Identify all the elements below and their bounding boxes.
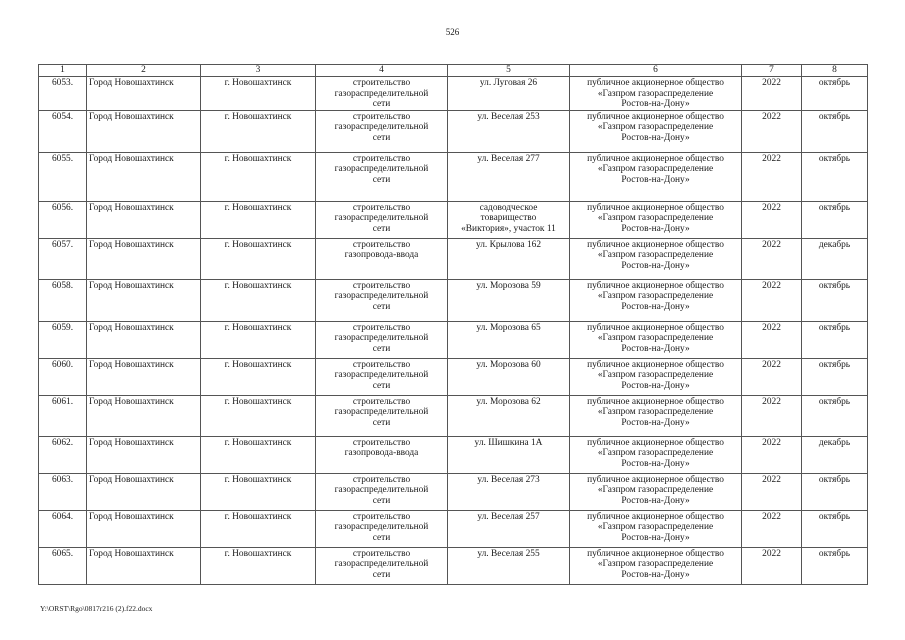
cell-work-type: [316, 395, 448, 436]
cell-address-line: ул. Луговая 26: [479, 78, 538, 88]
cell-month: октябрь: [802, 201, 868, 238]
cell-address: [448, 77, 570, 111]
cell-year: 2022: [742, 510, 802, 547]
cell-settlement: г. Новошахтинск: [201, 152, 316, 201]
cell-organization-line: публичное акционерное общество: [587, 111, 724, 122]
cell-work-type-line: строительство: [352, 153, 411, 164]
cell-municipality: Город Новошахтинск: [87, 473, 201, 510]
cell-organization-line: Ростов-на-Дону»: [621, 132, 690, 143]
cell-settlement: г. Новошахтинск: [201, 77, 316, 111]
cell-municipality: Город Новошахтинск: [87, 201, 201, 238]
cell-settlement: г. Новошахтинск: [201, 510, 316, 547]
cell-address-line: ул. Веселая 273: [477, 474, 540, 485]
cell-work-type-line: газораспределительной: [334, 333, 429, 344]
cell-address: [448, 152, 570, 201]
cell-year: 2022: [742, 238, 802, 279]
cell-work-type-line: сети: [372, 417, 391, 428]
cell-organization-line: Ростов-на-Дону»: [621, 174, 690, 185]
cell-organization-line: Ростов-на-Дону»: [621, 380, 690, 391]
cell-address-line: ул. Морозова 62: [476, 396, 541, 407]
table-body: [39, 77, 868, 585]
cell-organization-line: «Газпром газораспределение: [597, 522, 714, 533]
cell-organization-line: Ростов-на-Дону»: [621, 260, 690, 271]
cell-work-type-line: газораспределительной: [334, 164, 429, 175]
registry-table: [38, 64, 868, 585]
header-row: [39, 65, 868, 77]
cell-organization-line: публичное акционерное общество: [587, 280, 724, 291]
cell-organization: [570, 436, 742, 473]
cell-settlement: г. Новошахтинск: [201, 201, 316, 238]
cell-work-type-line: строительство: [352, 111, 411, 122]
cell-work-type-line: строительство: [352, 511, 411, 522]
cell-work-type: [316, 547, 448, 584]
cell-organization-line: «Газпром газораспределение: [597, 559, 714, 570]
cell-address-line: товарищество: [480, 213, 537, 224]
cell-organization-line: «Газпром газораспределение: [597, 407, 714, 418]
cell-address-line: ул. Веселая 257: [477, 511, 540, 522]
cell-month: октябрь: [802, 152, 868, 201]
cell-work-type-line: строительство: [352, 548, 411, 559]
cell-municipality: Город Новошахтинск: [87, 238, 201, 279]
cell-year: 2022: [742, 395, 802, 436]
cell-organization-line: Ростов-на-Дону»: [621, 569, 690, 580]
cell-organization: [570, 238, 742, 279]
cell-organization-line: Ростов-на-Дону»: [621, 458, 690, 469]
cell-row-number: 6054.: [39, 110, 87, 152]
cell-organization-line: публичное акционерное общество: [587, 153, 724, 164]
cell-work-type-line: сети: [372, 569, 391, 580]
cell-organization-line: публичное акционерное общество: [587, 202, 724, 213]
cell-address: [448, 510, 570, 547]
cell-work-type-line: газораспределительной: [334, 291, 429, 302]
cell-month: октябрь: [802, 110, 868, 152]
cell-row-number: 6053.: [39, 77, 87, 111]
column-header: 6: [570, 65, 742, 77]
table-row: [39, 77, 868, 111]
cell-address-line: ул. Веселая 253: [477, 111, 540, 122]
cell-settlement: г. Новошахтинск: [201, 321, 316, 358]
cell-address: [448, 238, 570, 279]
cell-settlement: г. Новошахтинск: [201, 473, 316, 510]
column-header: 3: [201, 65, 316, 77]
cell-work-type-line: строительство: [352, 437, 411, 448]
cell-organization-line: «Газпром газораспределение: [597, 213, 714, 224]
cell-row-number: 6060.: [39, 358, 87, 395]
cell-work-type-line: сети: [372, 532, 391, 543]
cell-organization-line: Ростов-на-Дону»: [621, 301, 690, 312]
cell-work-type-line: сети: [372, 380, 391, 391]
cell-organization-line: «Газпром газораспределение: [597, 333, 714, 344]
cell-organization-line: публичное акционерное общество: [587, 78, 724, 88]
cell-organization-line: Ростов-на-Дону»: [621, 343, 690, 354]
cell-settlement: г. Новошахтинск: [201, 358, 316, 395]
cell-row-number: 6058.: [39, 279, 87, 321]
cell-work-type-line: газораспределительной: [334, 522, 429, 533]
cell-work-type-line: газопровода-ввода: [344, 448, 419, 459]
cell-organization-line: публичное акционерное общество: [587, 548, 724, 559]
cell-work-type-line: сети: [372, 301, 391, 312]
cell-address-line: ул. Морозова 65: [476, 322, 541, 333]
table-row: [39, 279, 868, 321]
cell-organization-line: «Газпром газораспределение: [597, 88, 714, 99]
table-row: [39, 110, 868, 152]
column-header: 7: [742, 65, 802, 77]
cell-organization: [570, 473, 742, 510]
cell-work-type-line: сети: [372, 495, 391, 506]
cell-address: [448, 110, 570, 152]
cell-month: октябрь: [802, 321, 868, 358]
cell-organization: [570, 510, 742, 547]
cell-municipality: Город Новошахтинск: [87, 152, 201, 201]
column-header: 4: [316, 65, 448, 77]
cell-organization: [570, 321, 742, 358]
table-row: [39, 547, 868, 584]
cell-organization-line: «Газпром газораспределение: [597, 250, 714, 261]
cell-organization: [570, 77, 742, 111]
cell-organization: [570, 279, 742, 321]
cell-address-line: ул. Крылова 162: [475, 239, 542, 250]
cell-row-number: 6065.: [39, 547, 87, 584]
table-row: [39, 358, 868, 395]
table-row: [39, 510, 868, 547]
cell-work-type: [316, 358, 448, 395]
cell-organization: [570, 547, 742, 584]
cell-address: [448, 321, 570, 358]
cell-work-type-line: строительство: [352, 474, 411, 485]
cell-organization-line: Ростов-на-Дону»: [621, 417, 690, 428]
cell-municipality: Город Новошахтинск: [87, 77, 201, 111]
cell-year: 2022: [742, 152, 802, 201]
cell-address-line: садоводческое: [479, 202, 538, 213]
cell-organization-line: публичное акционерное общество: [587, 239, 724, 250]
cell-address-line: «Виктория», участок 11: [461, 223, 556, 234]
cell-organization-line: «Газпром газораспределение: [597, 448, 714, 459]
cell-work-type-line: сети: [372, 223, 391, 234]
cell-address-line: ул. Шишкина 1А: [474, 437, 543, 448]
cell-work-type-line: газораспределительной: [334, 559, 429, 570]
cell-work-type: [316, 238, 448, 279]
cell-month: октябрь: [802, 473, 868, 510]
cell-work-type-line: строительство: [352, 78, 411, 88]
cell-work-type: [316, 110, 448, 152]
cell-work-type-line: сети: [372, 343, 391, 354]
table-row: [39, 152, 868, 201]
cell-organization-line: Ростов-на-Дону»: [621, 495, 690, 506]
cell-organization: [570, 395, 742, 436]
table-row: [39, 395, 868, 436]
cell-address-line: ул. Морозова 59: [476, 280, 541, 291]
cell-work-type-line: строительство: [352, 202, 411, 213]
cell-organization-line: «Газпром газораспределение: [597, 370, 714, 381]
cell-address: [448, 279, 570, 321]
cell-row-number: 6061.: [39, 395, 87, 436]
table-row: [39, 436, 868, 473]
cell-organization-line: «Газпром газораспределение: [597, 485, 714, 496]
cell-work-type-line: сети: [372, 99, 391, 110]
cell-year: 2022: [742, 321, 802, 358]
cell-municipality: Город Новошахтинск: [87, 436, 201, 473]
cell-municipality: Город Новошахтинск: [87, 358, 201, 395]
cell-municipality: Город Новошахтинск: [87, 547, 201, 584]
cell-work-type-line: газораспределительной: [334, 213, 429, 224]
cell-work-type: [316, 321, 448, 358]
cell-work-type-line: газораспределительной: [334, 407, 429, 418]
cell-work-type-line: строительство: [352, 280, 411, 291]
cell-address: [448, 547, 570, 584]
cell-organization-line: «Газпром газораспределение: [597, 122, 714, 133]
cell-month: октябрь: [802, 547, 868, 584]
cell-organization-line: «Газпром газораспределение: [597, 164, 714, 175]
cell-row-number: 6059.: [39, 321, 87, 358]
column-header: 1: [39, 65, 87, 77]
column-header: 2: [87, 65, 201, 77]
cell-month: октябрь: [802, 77, 868, 111]
cell-work-type-line: строительство: [352, 239, 411, 250]
table-row: [39, 473, 868, 510]
cell-work-type-line: газораспределительной: [334, 88, 429, 99]
cell-work-type: [316, 510, 448, 547]
cell-work-type-line: строительство: [352, 322, 411, 333]
cell-organization-line: публичное акционерное общество: [587, 474, 724, 485]
column-header: 5: [448, 65, 570, 77]
cell-organization-line: публичное акционерное общество: [587, 437, 724, 448]
cell-municipality: Город Новошахтинск: [87, 395, 201, 436]
table-row: [39, 238, 868, 279]
cell-month: октябрь: [802, 510, 868, 547]
table-row: [39, 201, 868, 238]
cell-organization-line: Ростов-на-Дону»: [621, 532, 690, 543]
column-header: 8: [802, 65, 868, 77]
cell-row-number: 6057.: [39, 238, 87, 279]
cell-work-type-line: сети: [372, 132, 391, 143]
cell-organization-line: Ростов-на-Дону»: [621, 99, 690, 110]
page-number: 526: [445, 27, 460, 37]
cell-address: [448, 473, 570, 510]
cell-organization: [570, 201, 742, 238]
cell-municipality: Город Новошахтинск: [87, 279, 201, 321]
cell-work-type: [316, 77, 448, 111]
cell-month: декабрь: [802, 436, 868, 473]
cell-organization-line: публичное акционерное общество: [587, 322, 724, 333]
cell-work-type-line: газопровода-ввода: [344, 250, 419, 261]
cell-row-number: 6055.: [39, 152, 87, 201]
cell-year: 2022: [742, 279, 802, 321]
cell-address-line: ул. Веселая 255: [477, 548, 540, 559]
cell-municipality: Город Новошахтинск: [87, 321, 201, 358]
cell-work-type-line: газораспределительной: [334, 122, 429, 133]
cell-work-type: [316, 279, 448, 321]
cell-work-type: [316, 436, 448, 473]
cell-row-number: 6056.: [39, 201, 87, 238]
cell-organization-line: «Газпром газораспределение: [597, 291, 714, 302]
cell-settlement: г. Новошахтинск: [201, 279, 316, 321]
cell-settlement: г. Новошахтинск: [201, 547, 316, 584]
cell-work-type-line: строительство: [352, 396, 411, 407]
cell-address: [448, 201, 570, 238]
cell-month: декабрь: [802, 238, 868, 279]
cell-year: 2022: [742, 77, 802, 111]
cell-year: 2022: [742, 358, 802, 395]
cell-settlement: г. Новошахтинск: [201, 395, 316, 436]
cell-work-type-line: строительство: [352, 359, 411, 370]
cell-address-line: ул. Веселая 277: [477, 153, 540, 164]
cell-settlement: г. Новошахтинск: [201, 110, 316, 152]
cell-row-number: 6062.: [39, 436, 87, 473]
cell-year: 2022: [742, 436, 802, 473]
cell-work-type-line: газораспределительной: [334, 485, 429, 496]
cell-organization-line: Ростов-на-Дону»: [621, 223, 690, 234]
cell-row-number: 6063.: [39, 473, 87, 510]
cell-address-line: ул. Морозова 60: [476, 359, 541, 370]
cell-settlement: г. Новошахтинск: [201, 436, 316, 473]
cell-settlement: г. Новошахтинск: [201, 238, 316, 279]
cell-municipality: Город Новошахтинск: [87, 110, 201, 152]
cell-row-number: 6064.: [39, 510, 87, 547]
cell-municipality: Город Новошахтинск: [87, 510, 201, 547]
cell-organization: [570, 358, 742, 395]
cell-work-type: [316, 201, 448, 238]
cell-organization-line: публичное акционерное общество: [587, 359, 724, 370]
cell-address: [448, 395, 570, 436]
cell-month: октябрь: [802, 279, 868, 321]
cell-work-type: [316, 473, 448, 510]
cell-work-type-line: газораспределительной: [334, 370, 429, 381]
cell-organization-line: публичное акционерное общество: [587, 396, 724, 407]
cell-work-type: [316, 152, 448, 201]
cell-year: 2022: [742, 473, 802, 510]
cell-year: 2022: [742, 547, 802, 584]
footer-file-path: Y:\ORST\Rgo\0817r216 (2).f22.docx: [40, 604, 153, 613]
cell-year: 2022: [742, 110, 802, 152]
cell-address: [448, 358, 570, 395]
cell-address: [448, 436, 570, 473]
cell-work-type-line: сети: [372, 174, 391, 185]
table-row: [39, 321, 868, 358]
cell-month: октябрь: [802, 395, 868, 436]
cell-organization-line: публичное акционерное общество: [587, 511, 724, 522]
cell-year: 2022: [742, 201, 802, 238]
cell-organization: [570, 110, 742, 152]
cell-organization: [570, 152, 742, 201]
cell-month: октябрь: [802, 358, 868, 395]
